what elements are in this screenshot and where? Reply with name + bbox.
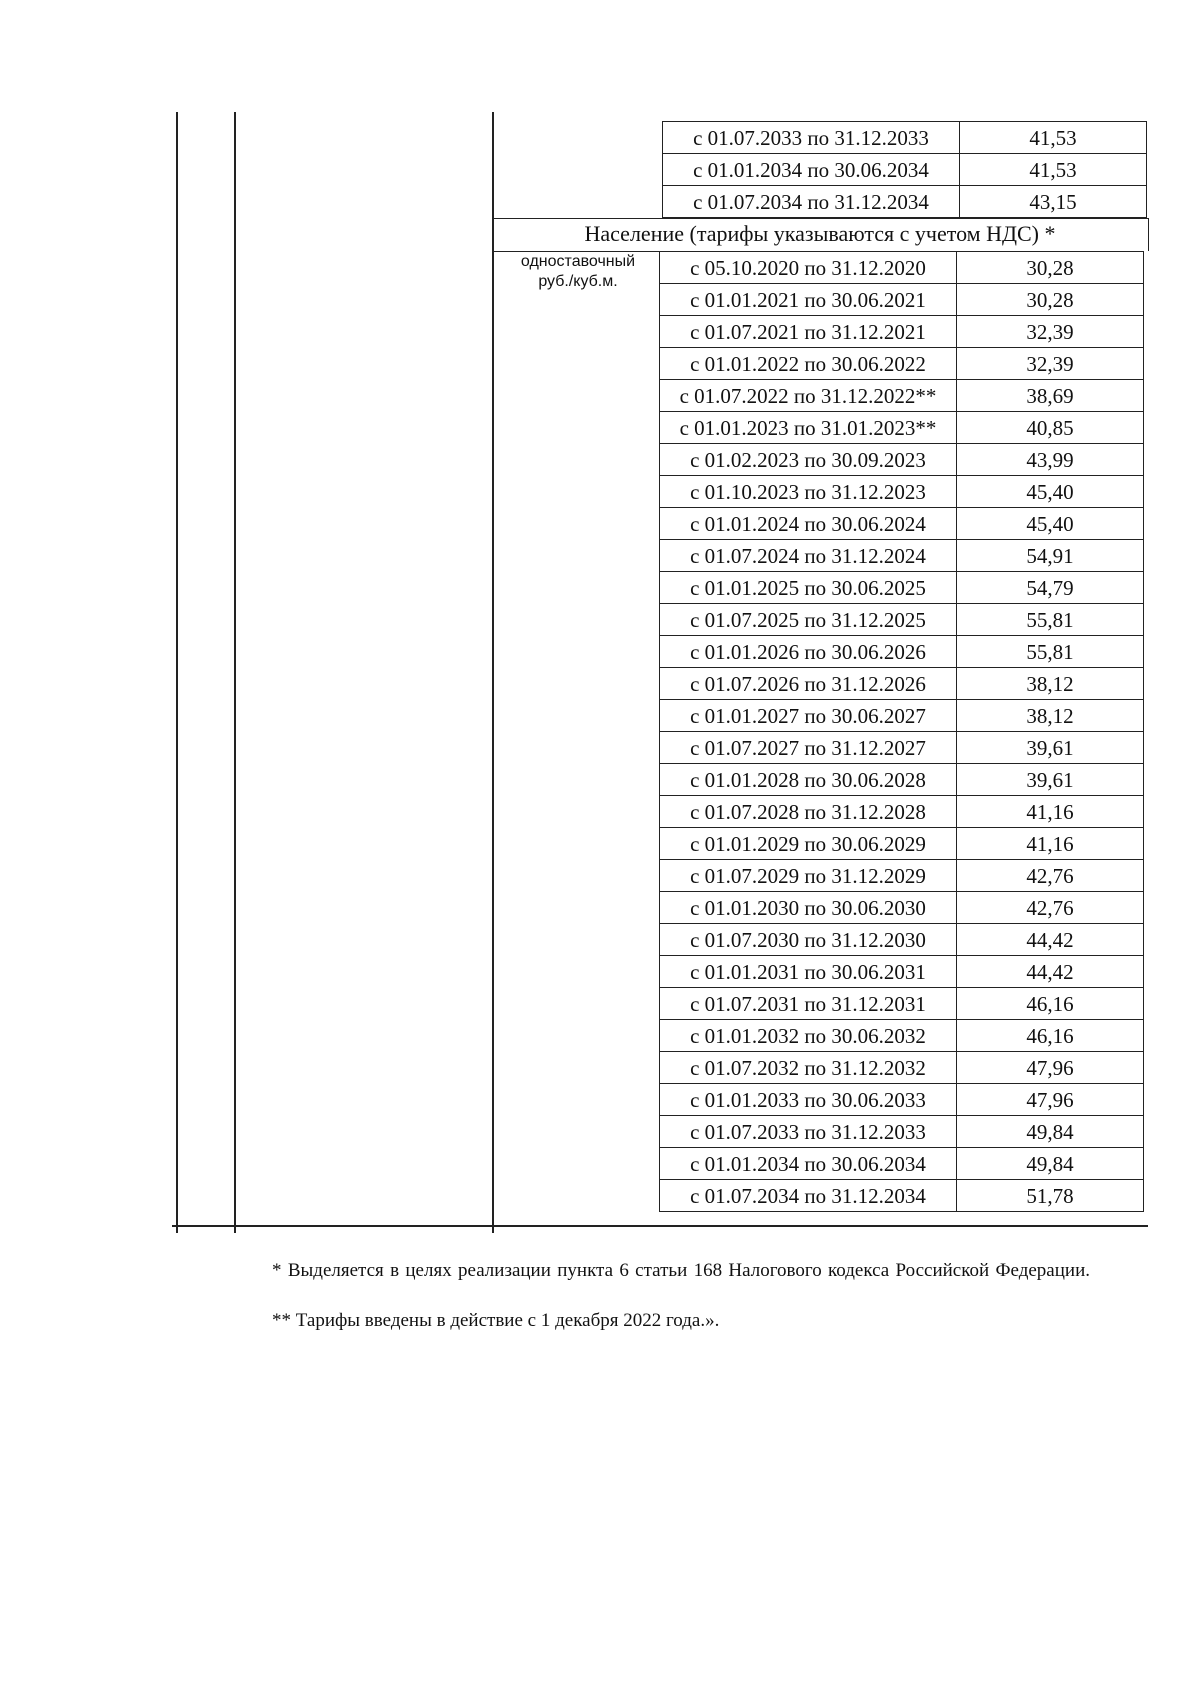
tariff-value-cell: 43,15: [960, 186, 1147, 218]
table-row: [660, 892, 1144, 924]
table-row: [660, 412, 1144, 444]
period-cell: с 01.10.2023 по 31.12.2023: [660, 476, 957, 508]
period-cell: с 01.01.2023 по 31.01.2023**: [660, 412, 957, 444]
rate-type-line1: одноставочный: [520, 253, 636, 270]
tariff-value-cell: 42,76: [957, 860, 1144, 892]
table-left-border: [176, 112, 178, 1233]
period-cell: с 01.07.2025 по 31.12.2025: [660, 604, 957, 636]
period-cell: с 01.07.2031 по 31.12.2031: [660, 988, 957, 1020]
period-cell: с 01.01.2027 по 30.06.2027: [660, 700, 957, 732]
tariff-value-cell: 44,42: [957, 924, 1144, 956]
period-cell: с 01.07.2027 по 31.12.2027: [660, 732, 957, 764]
table-row: [660, 380, 1144, 412]
table-row: [660, 572, 1144, 604]
table-row: [663, 186, 1147, 218]
table-row: [660, 828, 1144, 860]
tariff-value-cell: 39,61: [957, 764, 1144, 796]
tariff-value-cell: 46,16: [957, 988, 1144, 1020]
period-cell: с 01.07.2033 по 31.12.2033: [663, 122, 960, 154]
period-cell: с 01.07.2034 по 31.12.2034: [663, 186, 960, 218]
period-cell: с 01.01.2029 по 30.06.2029: [660, 828, 957, 860]
tariff-value-cell: 32,39: [957, 348, 1144, 380]
tariff-value-cell: 45,40: [957, 508, 1144, 540]
table-row: [660, 636, 1144, 668]
period-cell: с 01.07.2022 по 31.12.2022**: [660, 380, 957, 412]
period-cell: с 01.01.2022 по 30.06.2022: [660, 348, 957, 380]
table-row: [660, 700, 1144, 732]
tariff-value-cell: 55,81: [957, 604, 1144, 636]
tariff-table-top: [662, 121, 1147, 218]
table-row: [660, 956, 1144, 988]
period-cell: с 01.01.2024 по 30.06.2024: [660, 508, 957, 540]
period-cell: с 01.01.2032 по 30.06.2032: [660, 1020, 957, 1052]
table-row: [660, 860, 1144, 892]
period-cell: с 01.07.2029 по 31.12.2029: [660, 860, 957, 892]
table-row: [660, 284, 1144, 316]
tariff-value-cell: 41,16: [957, 796, 1144, 828]
table-row: [660, 796, 1144, 828]
tariff-value-cell: 43,99: [957, 444, 1144, 476]
tariff-value-cell: 30,28: [957, 284, 1144, 316]
population-header-text: Население (тарифы указываются с учетом НДС) *: [584, 221, 1056, 246]
tariff-value-cell: 54,91: [957, 540, 1144, 572]
tariff-value-cell: 54,79: [957, 572, 1144, 604]
table-row: [660, 252, 1144, 284]
table-row: [660, 316, 1144, 348]
period-cell: с 01.02.2023 по 30.09.2023: [660, 444, 957, 476]
tariff-value-cell: 44,42: [957, 956, 1144, 988]
tariff-value-cell: 47,96: [957, 1052, 1144, 1084]
tariff-value-cell: 46,16: [957, 1020, 1144, 1052]
period-cell: с 01.01.2034 по 30.06.2034: [663, 154, 960, 186]
period-cell: с 01.01.2030 по 30.06.2030: [660, 892, 957, 924]
tariff-value-cell: 41,53: [960, 154, 1147, 186]
table-row: [660, 1116, 1144, 1148]
period-cell: с 01.07.2033 по 31.12.2033: [660, 1116, 957, 1148]
rate-type-line2: руб./куб.м.: [538, 273, 618, 290]
tariff-value-cell: 40,85: [957, 412, 1144, 444]
tariff-value-cell: 51,78: [957, 1180, 1144, 1212]
period-cell: с 01.01.2021 по 30.06.2021: [660, 284, 957, 316]
tariff-value-cell: 49,84: [957, 1116, 1144, 1148]
period-cell: с 01.01.2028 по 30.06.2028: [660, 764, 957, 796]
table-row: [660, 764, 1144, 796]
period-cell: с 01.07.2024 по 31.12.2024: [660, 540, 957, 572]
table-row: [660, 476, 1144, 508]
period-cell: с 01.01.2026 по 30.06.2026: [660, 636, 957, 668]
table-row: [660, 348, 1144, 380]
rate-type-label: [494, 251, 662, 292]
table-row: [660, 1180, 1144, 1212]
tariff-value-cell: 32,39: [957, 316, 1144, 348]
table-row: [663, 154, 1147, 186]
table-row: [660, 508, 1144, 540]
table-row: [660, 668, 1144, 700]
period-cell: с 01.07.2026 по 31.12.2026: [660, 668, 957, 700]
table-row: [660, 1084, 1144, 1116]
table-row: [660, 924, 1144, 956]
table-column-divider-1: [234, 112, 236, 1233]
tariff-value-cell: 38,12: [957, 700, 1144, 732]
footnote-vat: * Выделяется в целях реализации пункта 6 статьи 168 Налогового кодекса Российской Федерации.: [272, 1260, 1090, 1281]
footnote-effective-date: ** Тарифы введены в действие с 1 декабря 2022 года.».: [272, 1310, 720, 1331]
tariff-value-cell: 55,81: [957, 636, 1144, 668]
period-cell: с 01.07.2021 по 31.12.2021: [660, 316, 957, 348]
table-row: [660, 1020, 1144, 1052]
table-row: [660, 1148, 1144, 1180]
tariff-value-cell: 45,40: [957, 476, 1144, 508]
tariff-value-cell: 41,16: [957, 828, 1144, 860]
tariff-value-cell: 49,84: [957, 1148, 1144, 1180]
tariff-value-cell: 38,69: [957, 380, 1144, 412]
period-cell: с 01.01.2031 по 30.06.2031: [660, 956, 957, 988]
table-row: [663, 122, 1147, 154]
tariff-value-cell: 39,61: [957, 732, 1144, 764]
period-cell: с 05.10.2020 по 31.12.2020: [660, 252, 957, 284]
tariff-value-cell: 41,53: [960, 122, 1147, 154]
period-cell: с 01.07.2028 по 31.12.2028: [660, 796, 957, 828]
table-row: [660, 540, 1144, 572]
table-bottom-border: [172, 1225, 1148, 1227]
tariff-value-cell: 38,12: [957, 668, 1144, 700]
tariff-value-cell: 42,76: [957, 892, 1144, 924]
tariff-table-population: [659, 251, 1144, 1212]
table-row: [660, 1052, 1144, 1084]
table-row: [660, 444, 1144, 476]
period-cell: с 01.01.2033 по 30.06.2033: [660, 1084, 957, 1116]
period-cell: с 01.01.2034 по 30.06.2034: [660, 1148, 957, 1180]
period-cell: с 01.07.2034 по 31.12.2034: [660, 1180, 957, 1212]
period-cell: с 01.01.2025 по 30.06.2025: [660, 572, 957, 604]
tariff-value-cell: 30,28: [957, 252, 1144, 284]
population-header: [492, 218, 1149, 251]
period-cell: с 01.07.2030 по 31.12.2030: [660, 924, 957, 956]
period-cell: с 01.07.2032 по 31.12.2032: [660, 1052, 957, 1084]
table-row: [660, 732, 1144, 764]
table-row: [660, 604, 1144, 636]
tariff-value-cell: 47,96: [957, 1084, 1144, 1116]
table-row: [660, 988, 1144, 1020]
